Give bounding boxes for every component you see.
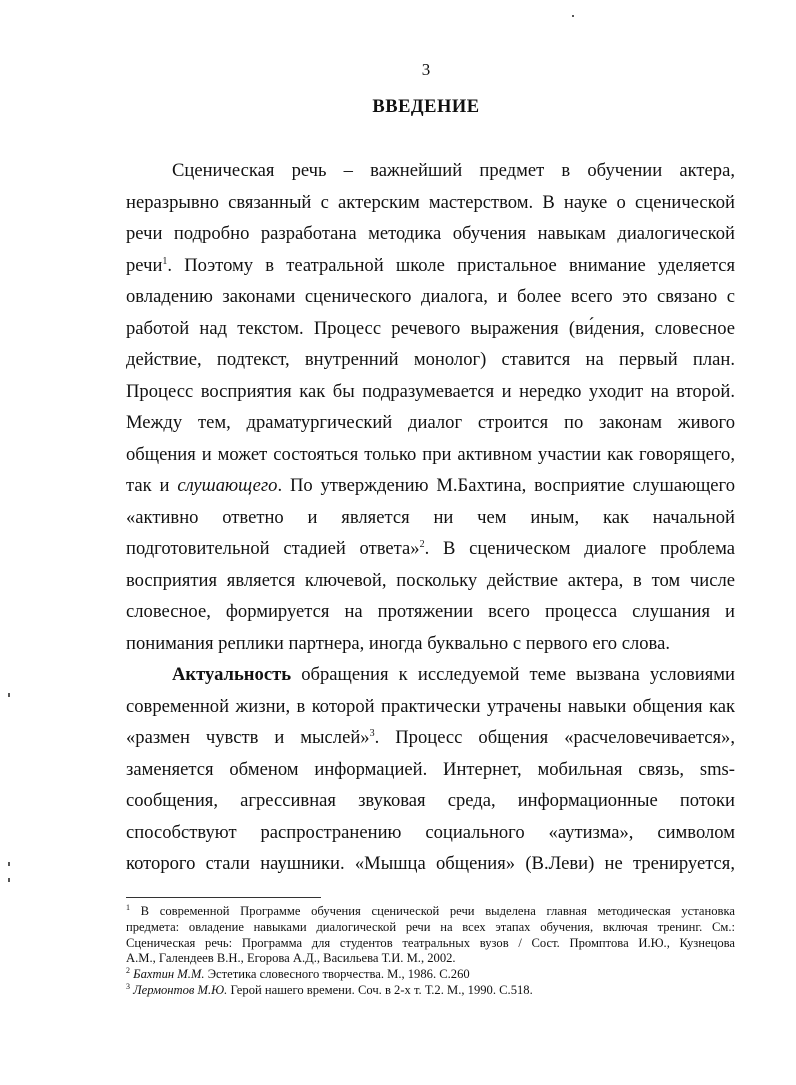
footnote-1-line: Сценическая речь: Программа для студентов театральных вузов / Сост. Промптова И.Ю., Кузнецова bbox=[126, 935, 735, 950]
line-rest: Поэтому в театральной школе пристальное внимание уделяется bbox=[184, 254, 736, 276]
paragraph-1-line: действие, подтекст, внутренний монолог) ставится на первый план. bbox=[126, 349, 735, 370]
line-rest: По утверждению М.Бахтина, восприятие слушающего bbox=[289, 475, 735, 496]
scan-speck bbox=[572, 15, 574, 17]
line-prefix: «размен чувств и мыслей» bbox=[126, 727, 370, 748]
footnote-ref-1[interactable]: 1 bbox=[162, 255, 168, 267]
scan-speck bbox=[8, 878, 10, 882]
italic-word: слушающего bbox=[177, 475, 278, 496]
footnote-3 bbox=[126, 983, 735, 999]
paragraph-1-line: речи подробно разработана методика обучения навыкам диалогической bbox=[126, 223, 735, 244]
footnote-marker: 3 bbox=[126, 981, 130, 991]
paragraph-1-line: восприятия является ключевой, поскольку действие актера, в том числе bbox=[126, 569, 735, 591]
scan-speck bbox=[8, 693, 10, 697]
line-rest: Процесс общения «расчеловечивается», bbox=[395, 727, 735, 748]
page-title: ВВЕДЕНИЕ bbox=[372, 97, 480, 117]
footnote-ref-3[interactable]: 3 bbox=[369, 728, 375, 739]
footnote-1-line: предмета: овладение навыками диалогической речи на всех этапах обучения, включая тренинг. См.: bbox=[126, 919, 735, 934]
bold-term: Актуальность bbox=[172, 664, 292, 685]
footnote-1-line bbox=[126, 904, 735, 920]
paragraph-2-line: заменяется обменом информацией. Интернет, мобильная связь, sms- bbox=[126, 758, 735, 780]
footnote-text: В современной Программе обучения сценической речи выделена главная методическая установка bbox=[140, 904, 735, 918]
line-prefix: подготовительной стадией ответа» bbox=[126, 538, 420, 559]
footnote-ref-2[interactable]: 2 bbox=[419, 539, 425, 550]
paragraph-1-line: общения и может состояться только при активном участии как говорящего, bbox=[126, 443, 735, 465]
line-rest: обращения к исследуемой теме вызвана условиями bbox=[301, 664, 735, 685]
paragraph-2-line: которого стали наушники. «Мышца общения» (В.Леви) не тренируется, bbox=[126, 853, 735, 874]
footnote-author: Бахтин М.М. bbox=[133, 967, 205, 982]
paragraph-1-line: «активно ответно и является ни чем иным, как начальной bbox=[126, 506, 735, 528]
paragraph-2-line bbox=[126, 659, 735, 691]
page-number: 3 bbox=[421, 60, 431, 79]
paragraph-1-line: словесное, формируется на протяжении всего процесса слушания и bbox=[126, 601, 735, 622]
paragraph-1-line: Сценическая речь – важнейший предмет в обучении актера, bbox=[172, 160, 735, 181]
line-prefix: так и bbox=[126, 475, 170, 496]
footnotes bbox=[126, 904, 735, 999]
paragraph-2-line: «размен чувств и мыслей»$^3$. Процесс общения «расчеловечивается», bbox=[126, 727, 735, 748]
footnote-marker: 1 bbox=[126, 903, 130, 912]
paragraph-1-line: понимания реплики партнера, иногда буквально с первого его слова. bbox=[126, 632, 670, 654]
footnote-text: Герой нашего времени. Соч. в 2-х т. Т.2. М., 1990. С.518. bbox=[230, 982, 533, 997]
paragraph-1-line: овладению законами сценического диалога, и более всего это связано с bbox=[126, 286, 735, 307]
paragraph-1-line: неразрывно связанный с актерским мастерством. В науке о сценической bbox=[126, 191, 735, 213]
footnote-marker: 2 bbox=[126, 966, 130, 976]
footnote-2 bbox=[126, 967, 735, 983]
paragraph-1-line: подготовительной стадией ответа»$^2$. В сценическом диалоге проблема bbox=[126, 538, 735, 559]
paragraph-1-line: Между тем, драматургический диалог строится по законам живого bbox=[126, 412, 735, 433]
footnote-text: Эстетика словесного творчества. М., 1986. С.260 bbox=[207, 967, 470, 982]
paragraph-1-line: работой над текстом. Процесс речевого выражения (ви́дения, словесное bbox=[126, 317, 735, 339]
paragraph-1-line: так и слушающего. По утверждению М.Бахтина, восприятие слушающего bbox=[126, 475, 735, 496]
paragraph-1-line: речи$^1$. Поэтому в театральной школе пристальное внимание уделяется bbox=[126, 254, 736, 276]
paragraph-1-line: Процесс восприятия как бы подразумевается и нередко уходит на второй. bbox=[126, 380, 735, 402]
footnote-author: Лермонтов М.Ю. bbox=[133, 982, 228, 997]
paragraph-2-line: способствуют распространению социального «аутизма», символом bbox=[126, 821, 735, 843]
line-rest: В сценическом диалоге проблема bbox=[442, 538, 735, 559]
scan-speck bbox=[8, 862, 10, 866]
footnote-1-line: А.М., Галендеев В.Н., Егорова А.Д., Васильева Т.И. М., 2002. bbox=[126, 951, 456, 966]
footnote-divider bbox=[126, 897, 321, 898]
paragraph-2-line: сообщения, агрессивная звуковая среда, информационные потоки bbox=[126, 790, 735, 811]
line-prefix: речи bbox=[126, 254, 163, 276]
body-text bbox=[126, 155, 735, 880]
paragraph-2-line: современной жизни, в которой практически утрачены навыки общения как bbox=[126, 695, 735, 717]
